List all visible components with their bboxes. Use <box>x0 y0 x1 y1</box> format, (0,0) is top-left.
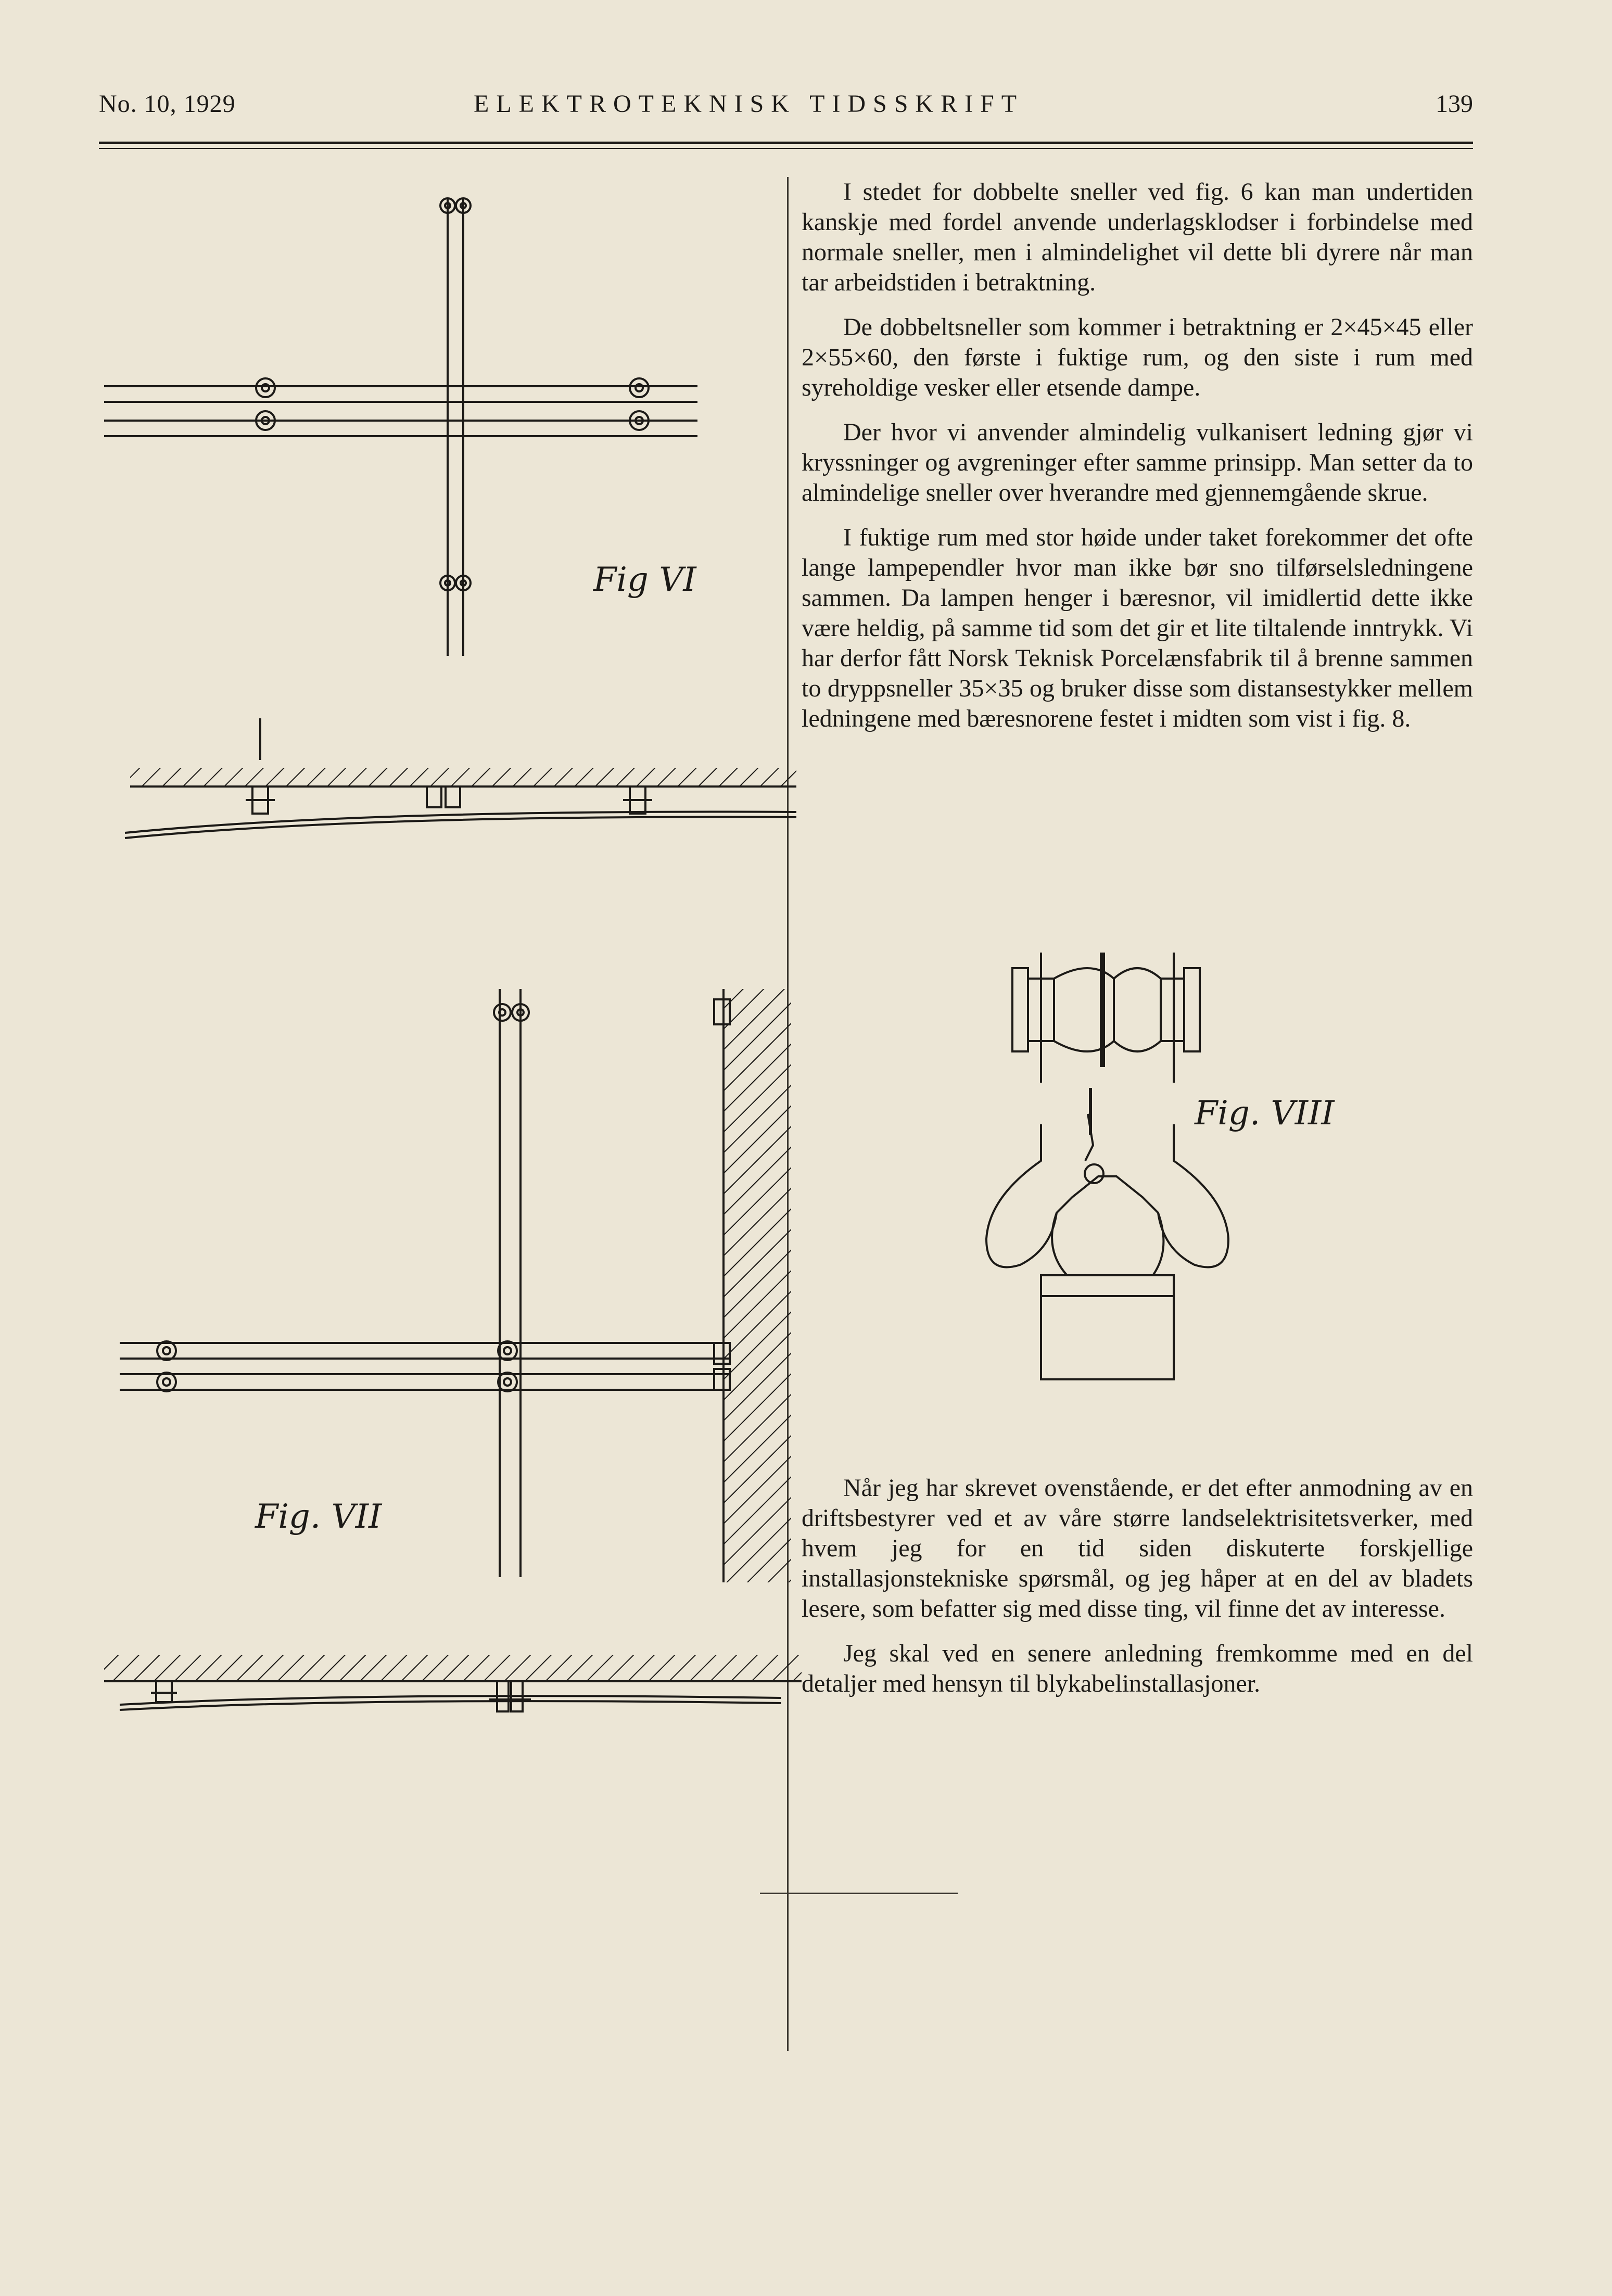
paragraph: Der hvor vi anvender almindelig vulkanisert ledning gjør vi kryssninger og avgreninger efter samme prinsipp. Man setter da to almindelige sneller over hverandre med gjennemgående skrue. <box>802 418 1473 506</box>
paragraph: Jeg skal ved en senere anledning fremkomme med en del detaljer med hensyn til blykabelinstallasjoner. <box>802 1640 1473 1697</box>
article-text-bottom <box>802 1473 1473 1714</box>
article-text-top <box>802 177 1473 749</box>
paragraph: De dobbeltsneller som kommer i betraktning er 2×45×45 eller 2×55×60, den første i fuktige rum, og den siste i rum med syreholdige vesker eller etsende dampe. <box>802 313 1473 401</box>
paragraph: I stedet for dobbelte sneller ved fig. 6 kan man undertiden kanskje med fordel anvende underlagsklodser i forbindelse med normale sneller, men i almindelighet vil dette bli dyrere når man tar arbeidstiden i betraktning. <box>802 178 1473 296</box>
end-rule <box>760 1893 958 1894</box>
figure-8-label: Fig. VIII <box>1195 1094 1335 1133</box>
ceiling-profile-2-drawing <box>104 1655 802 1711</box>
ceiling-profile-drawing <box>125 718 796 838</box>
figure-7-drawing <box>120 989 791 1582</box>
figure-6-label: Fig VI <box>593 561 696 599</box>
paragraph: Når jeg har skrevet ovenstående, er det efter anmodning av en driftsbestyrer ved et av våre større landselektrisitetsverker, med hvem jeg for en tid siden diskuterte forskjellige installasjonstekniske spørsmål, og jeg håper at en del av bladets lesere, som befatter sig med disse ting, vil finne det av interesse. <box>802 1474 1473 1622</box>
issue-label: No. 10, 1929 <box>99 90 236 118</box>
page-number: 139 <box>1436 90 1473 118</box>
figure-7-label: Fig. VII <box>255 1498 382 1536</box>
journal-title: ELEKTROTEKNISK TIDSSKRIFT <box>474 90 1024 118</box>
figure-8-drawing <box>986 953 1228 1379</box>
paragraph: I fuktige rum med stor høide under taket forekommer det ofte lange lampependler hvor man ikke bør sno tilførselsledningene sammen. Da lampen henger i bæresnor, vil imidlertid dette ikke være heldig, på samme tid som det gir et lite tiltalende inntrykk. Vi har derfor fått Norsk Teknisk Porcelænsfabrik til å brenne sammen to dryppsneller 35×35 og bruker disse som distansestykker mellem ledningene med bæresnorene festet i midten som vist i fig. 8. <box>802 524 1473 732</box>
